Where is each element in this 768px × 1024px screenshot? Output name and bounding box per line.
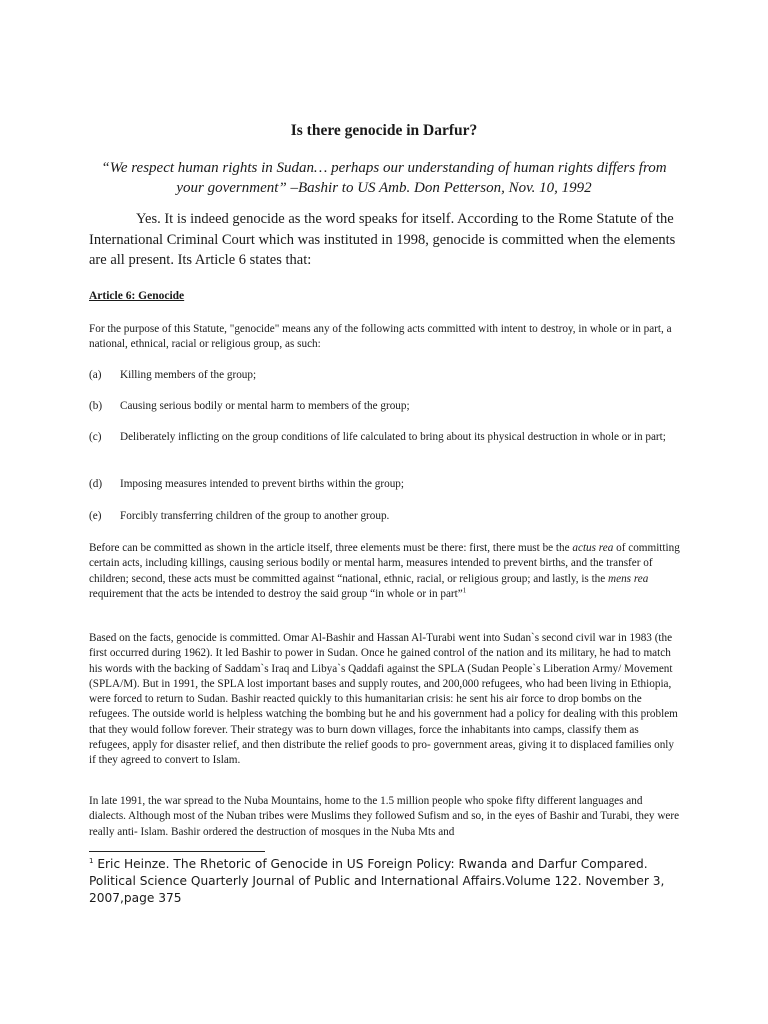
list-item-text: Deliberately inflicting on the group conditions of life calculated to bring about its physical destruction in whole or in part;: [120, 431, 666, 443]
list-item-text: Imposing measures intended to prevent births within the group;: [120, 478, 404, 490]
list-item-a: [89, 368, 681, 384]
footnote-reference[interactable]: 1: [462, 586, 467, 595]
list-item-marker: (e): [89, 510, 102, 522]
footnote-number: 1: [89, 856, 94, 865]
footnote: [89, 856, 689, 907]
article-intro-paragraph: For the purpose of this Statute, "genocide" means any of the following acts committed with intent to destroy, in whole or in part, a national, ethnical, racial or religious group, as such:: [89, 323, 672, 350]
intro-paragraph: Yes. It is indeed genocide as the word speaks for itself. According to the Rome Statute of the International Criminal Court which was instituted in 1998, genocide is committed when the elements are all present. Its Article 6 states that:: [89, 211, 676, 268]
elements-paragraph: [89, 541, 681, 602]
facts-paragraph: Based on the facts, genocide is committed. Omar Al-Bashir and Hassan Al-Turabi went into Sudan`s second civil war in 1983 (the first occurred during 1962). It led Bashir to power in Sudan. Once he gained control of the nation and its military, he had to match his words with the backing of Saddam`s Iraq and Libya`s Qaddafi against the SPLA (Sudan People`s Liberation Army/ Movement (SPLA/M). But in 1991, the SPLA lost important bases and supply routes, and 200,000 refugees, who had been living in Ethiopia, were forced to return to Sudan. Bashir reacted quickly to this humanitarian crisis: he sent his air force to drop bombs on the refugees. The outside world is helpless watching the bombing but he and his government had a policy for dealing with this problem that they would follow forever. Their strategy was to burn down villages, force the inhabitants into camps, classify them as refugees, apply for disaster relief, and then distribute the relief goods to pro- government areas, giving it to displaced families only if they agreed to convert to Islam.: [89, 632, 678, 767]
list-item-c: [89, 430, 681, 446]
elements-text-3: requirement that the acts be intended to destroy the said group “in whole or in part”: [89, 587, 463, 600]
epigraph-quote: “We respect human rights in Sudan… perhaps our understanding of human rights differs from your government” –Bashir to US Amb. Don Petterson, Nov. 10, 1992: [101, 160, 667, 196]
article-heading: Article 6: Genocide: [89, 290, 185, 302]
document-title: Is there genocide in Darfur?: [290, 122, 478, 139]
list-item-text: Forcibly transferring children of the group to another group.: [120, 510, 390, 522]
actus-rea-term: actus rea: [572, 542, 614, 554]
list-item-e: [89, 509, 681, 525]
elements-text-2: of committing certain acts, including killings, causing serious bodily or mental harm, measures intended to prevent births, and the transfer of children; second, these acts must be committed against “national, ethnic, racial, or religious group; and lastly, is the: [89, 542, 680, 585]
footnote-text: Eric Heinze. The Rhetoric of Genocide in US Foreign Policy: Rwanda and Darfur Compared. Political Science Quarterly Journal of Public and International Affairs.Volume 122. November 3, 2007,page 375: [89, 857, 665, 905]
list-item-text: Causing serious bodily or mental harm to members of the group;: [120, 400, 410, 412]
list-item-text: Killing members of the group;: [120, 369, 257, 381]
list-item-d: [89, 477, 681, 493]
list-item-marker: (c): [89, 431, 102, 443]
mens-rea-term: mens rea: [608, 572, 649, 585]
list-item-marker: (a): [89, 369, 102, 381]
nuba-paragraph: In late 1991, the war spread to the Nuba Mountains, home to the 1.5 million people who spoke fifty different languages and dialects. Although most of the Nuban tribes were Muslims they followed Sufism and so, in the eyes of Bashir and Turabi, they were really anti- Islam. Bashir ordered the destruction of mosques in the Nuba Mts and: [89, 795, 680, 838]
list-item-marker: (d): [89, 478, 103, 490]
elements-text-1: Before can be committed as shown in the article itself, three elements must be there: first, there must be the: [89, 542, 573, 554]
list-item-b: [89, 399, 681, 415]
footnote-separator: [89, 851, 265, 852]
list-item-marker: (b): [89, 400, 103, 412]
